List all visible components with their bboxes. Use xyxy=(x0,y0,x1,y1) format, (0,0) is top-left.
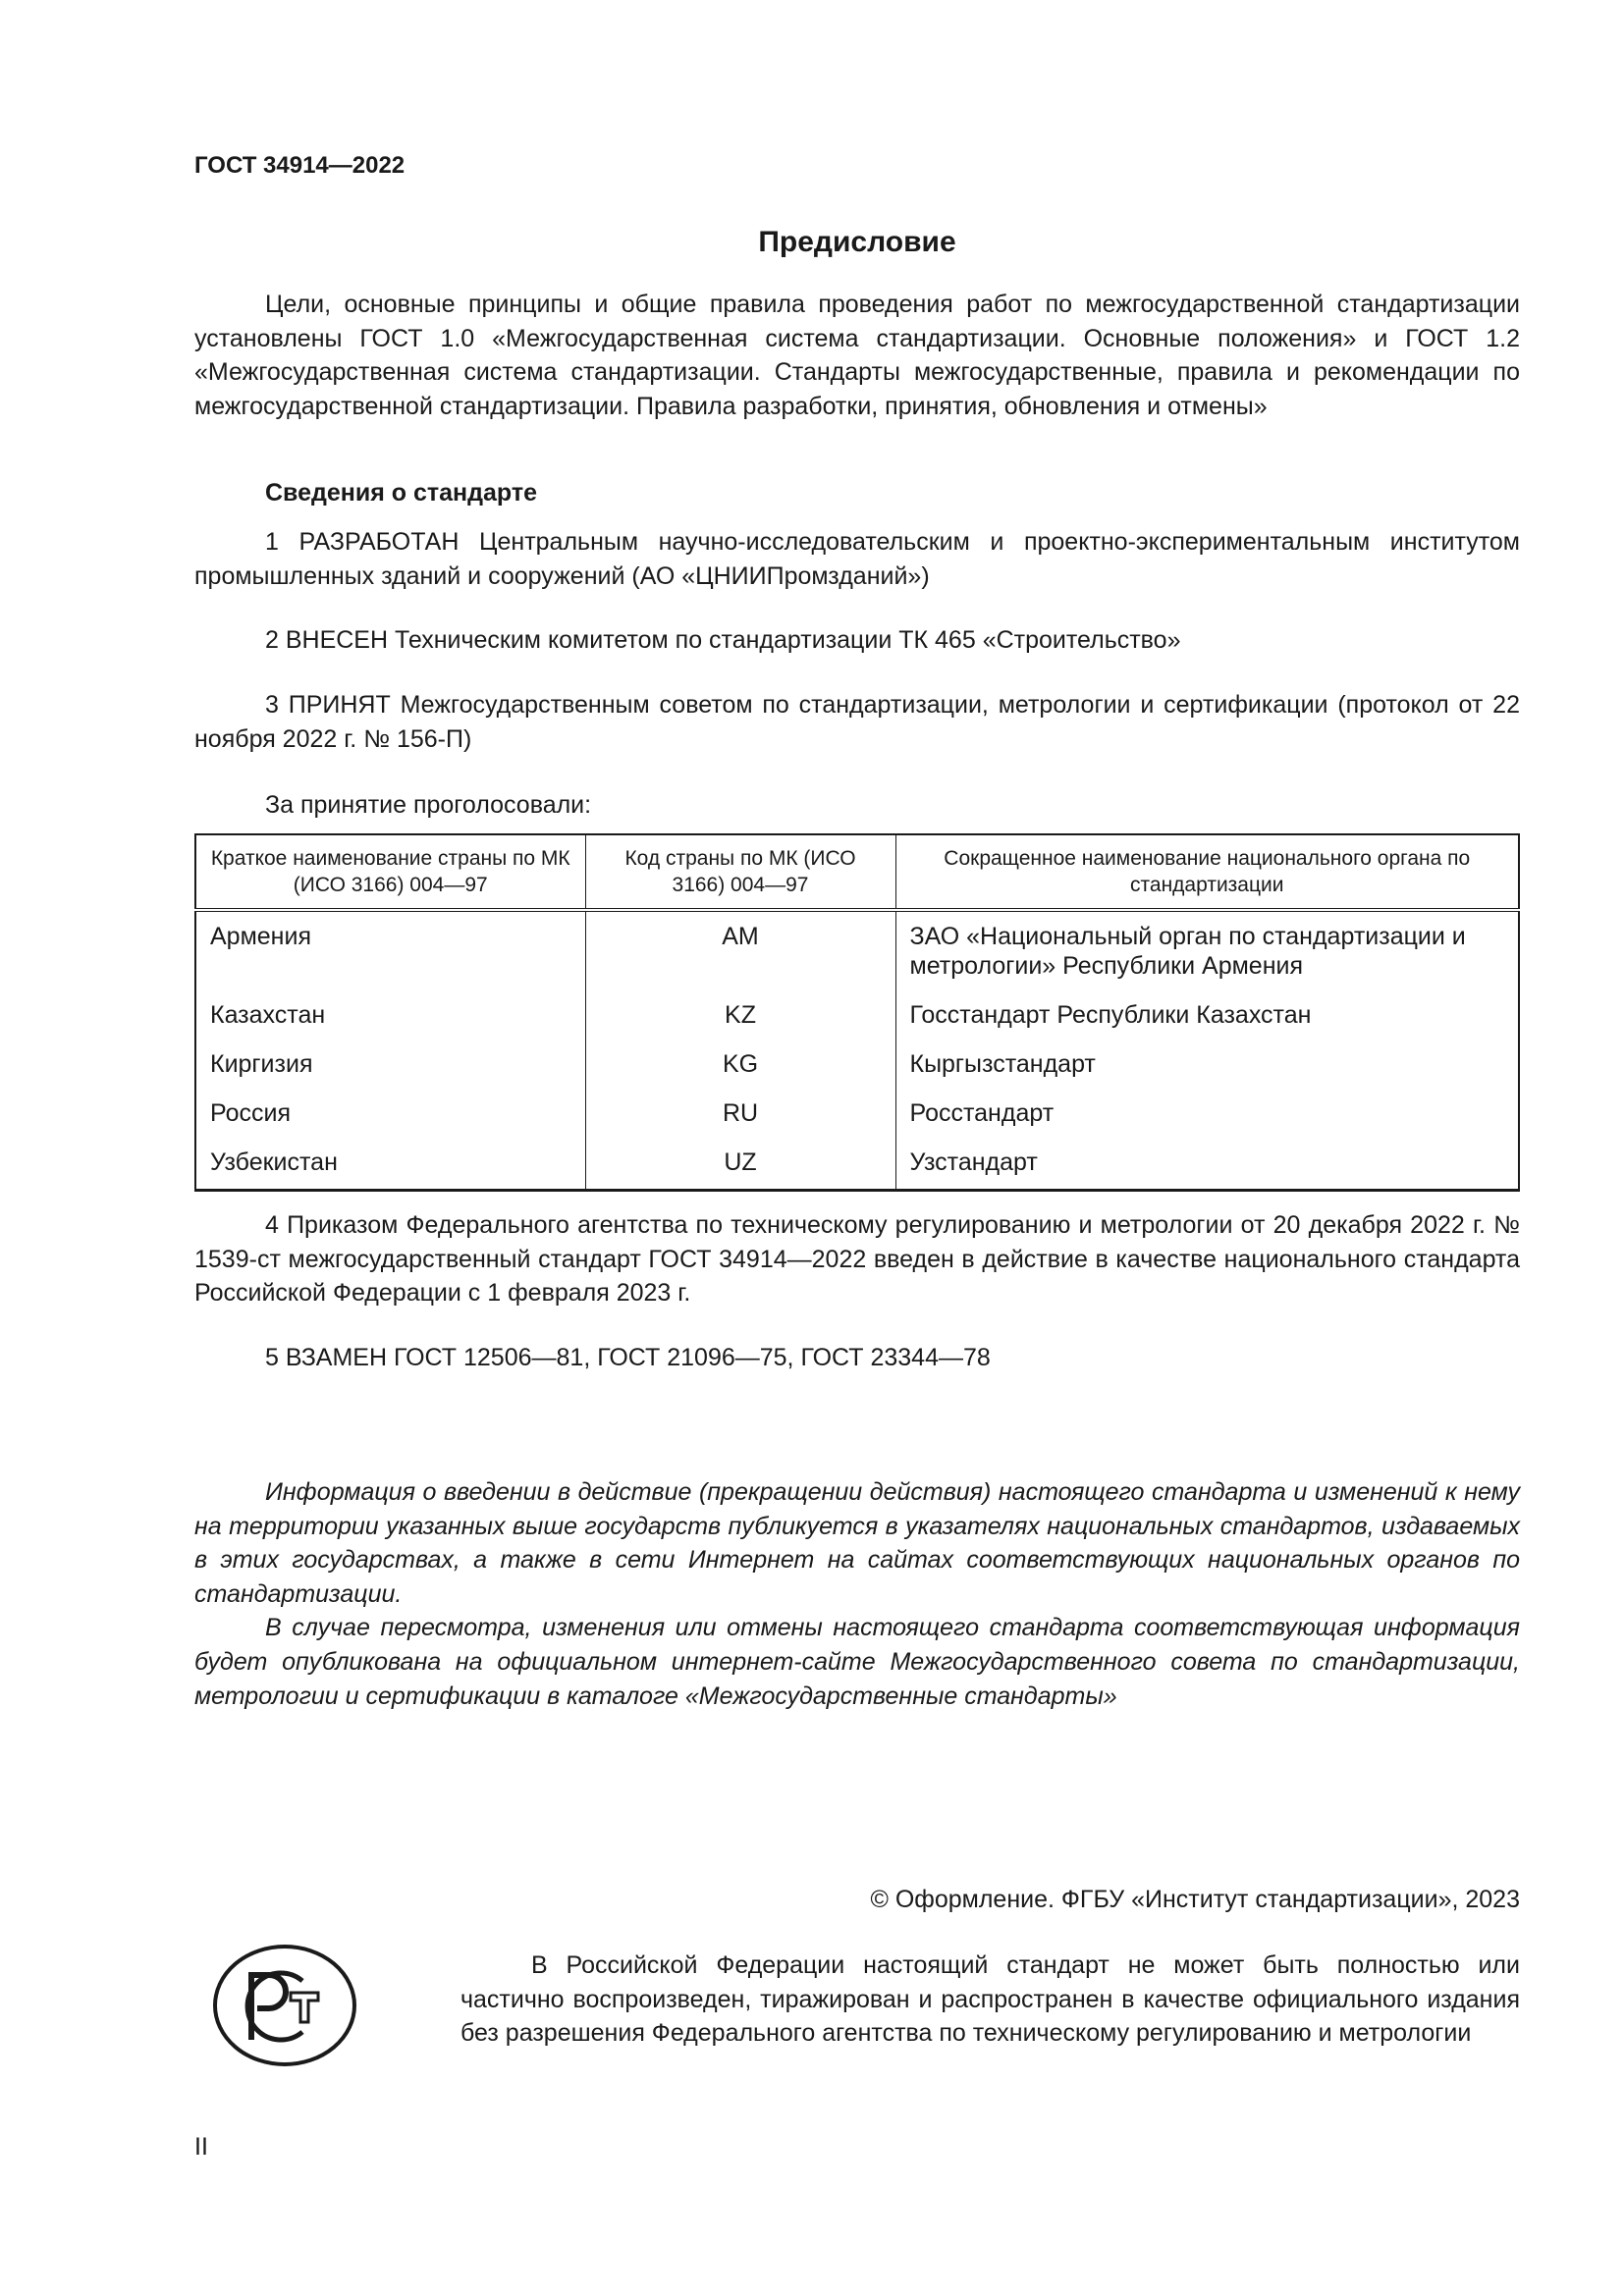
table-row xyxy=(195,1091,1519,1140)
info-paragraph: Информация о введении в действие (прекращении действия) настоящего стандарта и изменений к нему на территории указанных выше государств публикуется в указателях национальных стандартов, издаваемых в этих государствах, а также в сети Интернет на сайтах соответствующих национальных органов по стандартизации. xyxy=(194,1478,1520,1608)
info-paragraph: В случае пересмотра, изменения или отмены настоящего стандарта соответствующая информация будет опубликована на официальном интернет-сайте Межгосударственного совета по стандартизации, метрологии и сертификации в каталоге «Межгосударственные стандарты» xyxy=(194,1614,1520,1710)
code-cell: KZ xyxy=(585,992,895,1041)
table-row xyxy=(195,1140,1519,1191)
item-1: 1 РАЗРАБОТАН Центральным научно-исследовательским и проектно-экспериментальным институтом промышленных зданий и сооружений (АО «ЦНИИПромзданий») xyxy=(194,528,1520,590)
country-cell: Казахстан xyxy=(195,992,585,1041)
country-cell: Армения xyxy=(195,910,585,992)
voting-table xyxy=(194,833,1520,1192)
subheading: Сведения о стандарте xyxy=(265,479,538,507)
column-header: Краткое наименование страны по МК (ИСО 3166) 004—97 xyxy=(195,834,585,910)
body-cell: Кыргызстандарт xyxy=(909,1050,1096,1078)
intro-paragraph: Цели, основные принципы и общие правила проведения работ по межгосударственной стандартизации установлены ГОСТ 1.0 «Межгосударственная система стандартизации. Основные положения» и ГОСТ 1.2 «Межгосударственная система стандартизации. Стандарты межгосударственные, правила и рекомендации по межгосударственной стандартизации. Правила разработки, принятия, обновления и отмены» xyxy=(194,291,1520,420)
country-cell: Россия xyxy=(195,1091,585,1140)
item-4: 4 Приказом Федерального агентства по техническому регулированию и метрологии от 20 декабря 2022 г. № 1539-ст межгосударственный стандарт ГОСТ 34914—2022 введен в действие в качестве национального стандарта Российской Федерации с 1 февраля 2023 г. xyxy=(194,1211,1520,1308)
page-title: Предисловие xyxy=(758,226,956,258)
column-header: Код страны по МК (ИСО 3166) 004—97 xyxy=(585,834,895,910)
voting-label: За принятие проголосовали: xyxy=(265,791,592,819)
copyright-line: © Оформление. ФГБУ «Институт стандартизации», 2023 xyxy=(870,1886,1520,1913)
country-cell: Киргизия xyxy=(195,1041,585,1091)
column-header: Сокращенное наименование национального органа по стандартизации xyxy=(895,834,1519,910)
body-cell: Росстандарт xyxy=(909,1099,1055,1127)
item-5: 5 ВЗАМЕН ГОСТ 12506—81, ГОСТ 21096—75, ГОСТ 23344—78 xyxy=(265,1344,991,1371)
document-code: ГОСТ 34914—2022 xyxy=(194,152,406,179)
table-row xyxy=(195,910,1519,992)
info-block xyxy=(194,1475,1520,1713)
code-cell: UZ xyxy=(585,1140,895,1191)
item-2: 2 ВНЕСЕН Техническим комитетом по стандартизации ТК 465 «Строительство» xyxy=(265,626,1181,654)
code-cell: RU xyxy=(585,1091,895,1140)
table-row xyxy=(195,1041,1519,1091)
body-cell: Узстандарт xyxy=(909,1148,1038,1176)
country-cell: Узбекистан xyxy=(195,1140,585,1191)
body-cell: ЗАО «Национальный орган по стандартизации и метрологии» Республики Армения xyxy=(909,923,1466,980)
item-3: 3 ПРИНЯТ Межгосударственным советом по стандартизации, метрологии и сертификации (протокол от 22 ноября 2022 г. № 156-П) xyxy=(194,691,1520,753)
code-cell: KG xyxy=(585,1041,895,1091)
page-number: II xyxy=(194,2133,208,2161)
reproduction-notice: В Российской Федерации настоящий стандарт не может быть полностью или частично воспроизведен, тиражирован и распространен в качестве официального издания без разрешения Федерального агентства по техническому регулированию и метрологии xyxy=(460,1951,1520,2048)
code-cell: AM xyxy=(585,910,895,992)
body-cell: Госстандарт Республики Казахстан xyxy=(909,1001,1312,1029)
table-row xyxy=(195,992,1519,1041)
table-header-row xyxy=(195,834,1519,910)
rst-logo-icon xyxy=(212,1944,357,2077)
